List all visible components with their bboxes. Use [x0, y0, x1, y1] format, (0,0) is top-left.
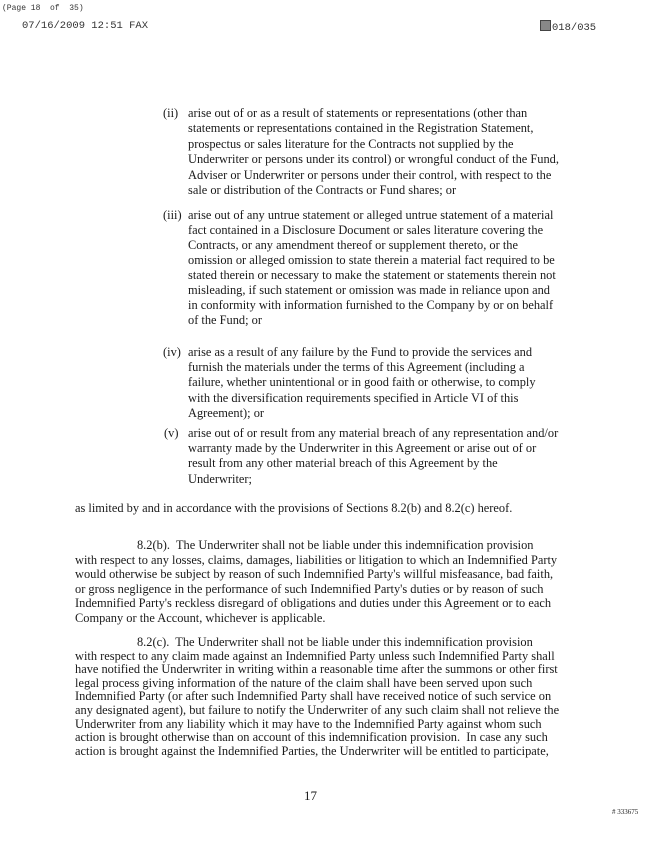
- text-line: would otherwise be subject by reason of such Indemnified Party's willful misfeasance, bad faith,: [75, 567, 554, 582]
- text-line: 8.2(c). The Underwriter shall not be liable under this indemnification provision: [75, 635, 533, 649]
- text-line: with respect to any losses, claims, damages, liabilities or litigation to which an Indemnified Party: [75, 552, 558, 567]
- text-line: misleading, if such statement or omission was made in reliance upon and: [188, 283, 550, 297]
- text-line: arise out of any untrue statement or alleged untrue statement of a material: [188, 208, 554, 222]
- item-label: (iii): [163, 208, 182, 222]
- document-id: # 333675: [612, 808, 639, 816]
- text-line: with respect to any claim made against an Indemnified Party unless such Indemnified Party shall: [75, 648, 555, 663]
- text-line: stated therein or necessary to make the statement or statements therein not: [188, 268, 556, 282]
- text-line: Indemnified Party's reckless disregard of obligations and duties under this Agreement or to each: [75, 596, 552, 611]
- list-item: [188, 426, 558, 487]
- text-line: sale or distribution of the Contracts or Fund shares; or: [188, 183, 457, 198]
- list-item: [188, 106, 559, 198]
- paragraph-8-2-b: [75, 538, 557, 626]
- text-line: Indemnified Party (or after such Indemnified Party shall have received notice of such service on: [75, 689, 552, 704]
- text-line: legal process giving information of the nature of the claim shall have been served upon such: [75, 675, 533, 690]
- text-line: arise out of or result from any material breach of any representation and/or: [188, 426, 559, 440]
- text-line: Underwriter or persons under its control) or wrongful conduct of the Fund,: [188, 152, 559, 167]
- page-counter: (Page 18 of 35): [2, 4, 84, 13]
- text-line: arise as a result of any failure by the Fund to provide the services and: [188, 345, 533, 359]
- text-line: Underwriter;: [188, 471, 252, 486]
- text-line: Company or the Account, whichever is applicable.: [75, 610, 326, 625]
- text-line: action is brought otherwise than on account of this indemnification provision. In case any such: [75, 730, 548, 745]
- text-line: Contracts, or any amendment thereof or supplement thereto, or the: [188, 238, 518, 252]
- paragraph-8-2-c: [75, 636, 559, 758]
- fax-page-of: 018/035: [552, 22, 597, 34]
- list-item: [188, 208, 556, 328]
- text-line: statements or representations contained in the Registration Statement,: [188, 121, 534, 136]
- text-line: arise out of or as a result of statements or representations (other than: [188, 106, 528, 120]
- item-label: (v): [164, 426, 179, 440]
- text-line: prospectus or sales literature for the Contracts not supplied by the: [188, 136, 514, 151]
- fax-page-indicator: [540, 20, 596, 34]
- text-line: Adviser or Underwriter or persons under their control, with respect to the: [188, 167, 552, 182]
- page-number: 17: [304, 788, 317, 803]
- text-line: furnish the materials under the terms of this Agreement (including a: [188, 360, 525, 375]
- text-line: action is brought against the Indemnified Parties, the Underwriter will be entitled to participate,: [75, 743, 549, 758]
- text-line: in conformity with information furnished to the Company by or on behalf: [188, 298, 554, 312]
- text-line: have notified the Underwriter in writing within a reasonable time after the summons or other first: [75, 662, 558, 677]
- text-line: any designated agent), but failure to notify the Underwriter of any such claim shall not relieve the: [75, 702, 560, 717]
- text-line: of the Fund; or: [188, 313, 262, 327]
- text-line: omission or alleged omission to state therein a material fact required to be: [188, 253, 555, 267]
- text-line: failure, whether unintentional or in good faith or otherwise, to comply: [188, 375, 536, 390]
- text-line: fact contained in a Disclosure Document or sales literature covering the: [188, 223, 544, 237]
- fax-datetime: 07/16/2009 12:51 FAX: [22, 20, 149, 32]
- text-line: result from any other material breach of this Agreement by the: [188, 456, 498, 471]
- fax-icon: [540, 20, 551, 31]
- text-line: Agreement); or: [188, 405, 265, 420]
- item-label: (iv): [163, 345, 181, 359]
- text-line: or gross negligence in the performance of such Indemnified Party's duties or by reason of such: [75, 581, 544, 596]
- text-line: Underwriter from any liability which it may have to the Indemnified Party against whom such: [75, 716, 542, 731]
- text-line: 8.2(b). The Underwriter shall not be liable under this indemnification provision: [75, 538, 534, 552]
- list-item: [188, 345, 536, 421]
- text-line: warranty made by the Underwriter in this Agreement or arise out of or: [188, 441, 537, 456]
- limited-line: as limited by and in accordance with the provisions of Sections 8.2(b) and 8.2(c) hereof.: [75, 501, 513, 515]
- item-label: (ii): [163, 106, 179, 120]
- text-line: with the diversification requirements specified in Article VI of this: [188, 390, 519, 405]
